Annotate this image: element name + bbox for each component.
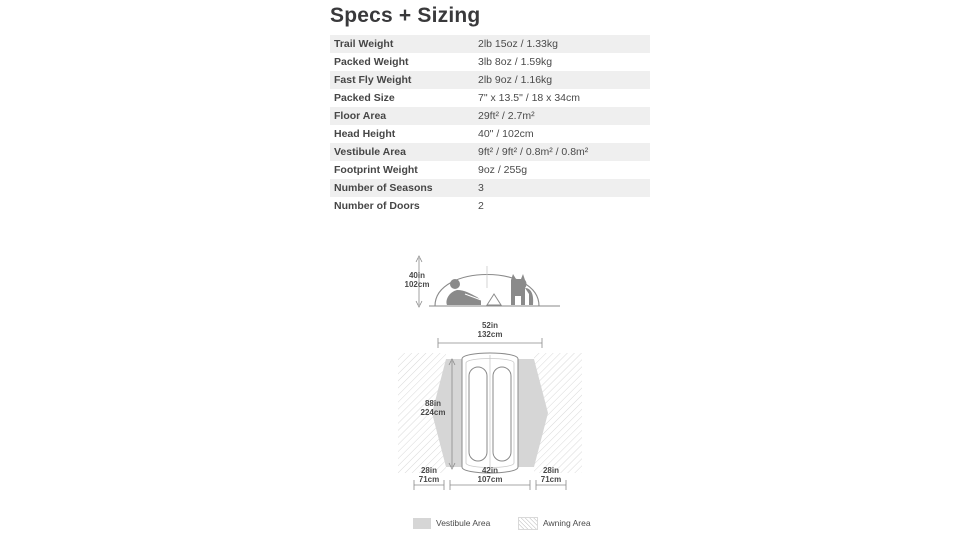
table-row [330,89,650,107]
legend-item-awning [518,516,591,530]
spec-value: 40" / 102cm [478,128,534,140]
dog-figure-icon [511,274,533,305]
spec-value: 3lb 8oz / 1.59kg [478,56,553,68]
spec-label: Number of Seasons [334,182,433,194]
floor-width-imperial: 42in [481,466,498,475]
spec-label: Vestibule Area [334,146,406,158]
spec-label: Packed Size [334,92,395,104]
specs-table [330,35,650,215]
table-row [330,161,650,179]
spec-value: 29ft² / 2.7m² [478,110,535,122]
spec-value: 2lb 9oz / 1.16kg [478,74,553,86]
length-imperial: 88in [424,399,441,408]
spec-value: 7" x 13.5" / 18 x 34cm [478,92,581,104]
specs-table-body [330,35,650,215]
side-height-dimension-label [395,271,439,289]
width-dimension-line [438,338,542,348]
gear-bag-icon [487,294,501,305]
legend-item-vestibule [413,516,490,530]
spec-value: 2lb 15oz / 1.33kg [478,38,558,50]
spec-label: Head Height [334,128,396,140]
spec-label: Packed Weight [334,56,409,68]
floor-width-dimension-label [465,466,515,484]
right-vestibule-imperial: 28in [542,466,559,475]
page-title: Specs + Sizing [330,4,481,27]
vestibule-swatch-icon [413,518,431,529]
left-vestibule-imperial: 28in [420,466,437,475]
side-height-metric: 102cm [404,280,430,289]
tent-side-view-diagram [395,250,575,320]
left-vestibule-metric: 71cm [418,475,440,484]
spec-label: Fast Fly Weight [334,74,412,86]
left-vestibule-dimension-label [404,466,454,484]
table-row [330,197,650,215]
table-row [330,35,650,53]
length-metric: 224cm [420,408,446,417]
floor-width-metric: 107cm [477,475,503,484]
spec-label: Floor Area [334,110,387,122]
person-figure-icon [446,279,481,305]
side-height-imperial: 40in [408,271,425,280]
table-row [330,125,650,143]
right-vestibule-dimension-label [526,466,576,484]
spec-value: 3 [478,182,484,194]
tent-top-view-diagram [390,321,590,505]
spec-label: Trail Weight [334,38,394,50]
right-vestibule-metric: 71cm [540,475,562,484]
top-width-imperial: 52in [481,321,498,330]
spec-label: Number of Doors [334,200,420,212]
spec-label: Footprint Weight [334,164,418,176]
table-row [330,71,650,89]
awning-swatch-icon [518,517,538,530]
table-row [330,179,650,197]
spec-value: 9oz / 255g [478,164,528,176]
top-width-metric: 132cm [477,330,503,339]
table-row [330,107,650,125]
spec-value: 9ft² / 9ft² / 0.8m² / 0.8m² [478,146,589,158]
legend-label-vestibule: Vestibule Area [436,518,491,528]
diagram-legend [413,516,613,536]
top-width-dimension-label [452,321,528,339]
table-row [330,143,650,161]
legend-label-awning: Awning Area [543,518,591,528]
spec-value: 2 [478,200,484,212]
length-dimension-label [418,399,448,417]
table-row [330,53,650,71]
